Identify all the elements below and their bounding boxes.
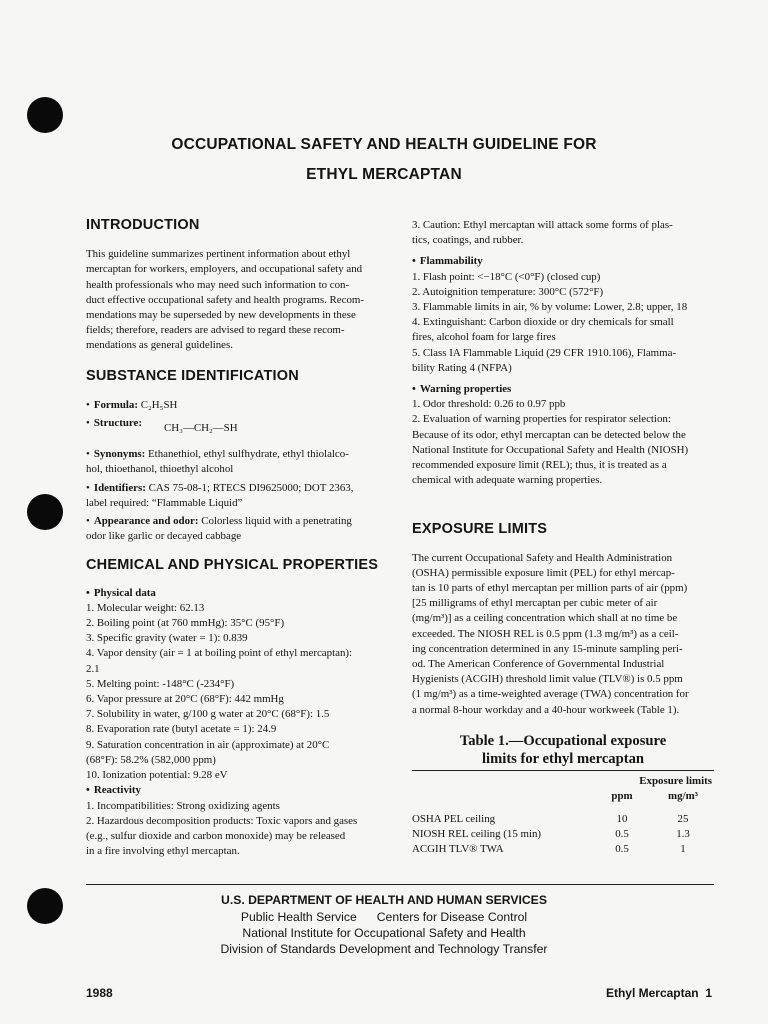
warning-line: Because of its odor, ethyl mercaptan can be detected below the bbox=[412, 428, 686, 441]
physical-data-line: 9. Saturation concentration in air (approximate) at 20°C bbox=[86, 738, 330, 751]
physical-data-line: 1. Molecular weight: 62.13 bbox=[86, 601, 205, 614]
text-line: Hygienists (ACGIH) threshold limit value (TLV®) is 0.5 ppm bbox=[412, 673, 683, 686]
publication-year: 1988 bbox=[86, 986, 113, 1000]
appearance-item bbox=[86, 514, 386, 529]
text-line: (OSHA) permissible exposure limit (PEL) for ethyl mercap- bbox=[412, 566, 675, 579]
ppm-value: 10 bbox=[616, 812, 628, 825]
text-line: (mg/m³)] as a ceiling concentration which shall at no time be bbox=[412, 612, 678, 625]
row-label: NIOSH REL ceiling (15 min) bbox=[412, 827, 542, 840]
running-title: Ethyl Mercaptan bbox=[605, 986, 699, 1000]
table-row bbox=[412, 804, 714, 812]
synonyms-text-cont: hol, thioethanol, thioethyl alcohol bbox=[86, 463, 234, 476]
table-title-line2: limits for ethyl mercaptan bbox=[482, 750, 644, 767]
document-title-line1: OCCUPATIONAL SAFETY AND HEALTH GUIDELINE FOR bbox=[171, 136, 597, 153]
identifiers-text-cont: label required: “Flammable Liquid” bbox=[86, 496, 243, 509]
synonyms-label: Synonyms: bbox=[93, 448, 146, 461]
right-column bbox=[412, 218, 714, 857]
table-row bbox=[412, 827, 714, 842]
text-line: [25 milligrams of ethyl mercaptan per cubic meter of air bbox=[412, 597, 658, 610]
appearance-text-cont: odor like garlic or decayed cabbage bbox=[86, 530, 242, 543]
identifiers-item bbox=[86, 481, 386, 496]
flammability-line: 5. Class IA Flammable Liquid (29 CFR 1910.106), Flamma- bbox=[412, 346, 677, 359]
formula-label: Formula: bbox=[93, 398, 138, 411]
identifiers-text: CAS 75-08-1; RTECS DI9625000; DOT 2363, bbox=[148, 481, 354, 494]
appearance-label: Appearance and odor: bbox=[93, 515, 199, 528]
physical-data-line: 7. Solubility in water, g/100 g water at 20°C (68°F): 1.5 bbox=[86, 708, 330, 721]
flammability-line: 2. Autoignition temperature: 300°C (572°F) bbox=[412, 285, 604, 298]
text-line: tan is 10 parts of ethyl mercaptan per million parts of air (ppm) bbox=[412, 582, 688, 595]
centers-for-disease-control: Centers for Disease Control bbox=[376, 910, 528, 924]
physical-data-line: 6. Vapor pressure at 20°C (68°F): 442 mmHg bbox=[86, 693, 284, 706]
synonyms-item bbox=[86, 447, 386, 462]
warning-line: recommended exposure limit (REL); thus, it is treated as a bbox=[412, 459, 667, 472]
exposure-limits-group-header: Exposure limits bbox=[639, 774, 712, 787]
mgm3-value: 1 bbox=[680, 842, 686, 855]
binder-hole-middle bbox=[27, 494, 63, 530]
warning-line: 1. Odor threshold: 0.26 to 0.97 ppb bbox=[412, 398, 566, 411]
physical-data-list bbox=[86, 586, 386, 860]
physical-data-label: • Physical data bbox=[86, 586, 386, 601]
reactivity-line: 2. Hazardous decomposition products: Toxic vapors and gases bbox=[86, 814, 358, 827]
text-line: This guideline summarizes pertinent information about ethyl bbox=[86, 248, 351, 261]
ppm-value: 0.5 bbox=[615, 842, 629, 855]
text-line: duct effective occupational safety and health programs. Recom- bbox=[86, 293, 365, 306]
flammability-line: fires, alcohol foam for large fires bbox=[412, 331, 556, 344]
physical-data-line: 10. Ionization potential: 9.28 eV bbox=[86, 769, 228, 782]
flammability-line: 1. Flash point: <−18°C (<0°F) (closed cup) bbox=[412, 270, 601, 283]
chemical-physical-properties-heading: CHEMICAL AND PHYSICAL PROPERTIES bbox=[86, 557, 379, 574]
table-row bbox=[412, 842, 714, 857]
substance-identification-list bbox=[86, 398, 386, 545]
synonyms-text: Ethanethiol, ethyl sulfhydrate, ethyl thiolalco- bbox=[148, 448, 349, 461]
niosh-line: National Institute for Occupational Safety and Health bbox=[242, 926, 526, 940]
text-line: (1 mg/m³) as a time-weighted average (TWA) concentration for bbox=[412, 688, 689, 701]
text-line: mercaptan for workers, employers, and occupational safety and bbox=[86, 263, 363, 276]
mgm3-value: 25 bbox=[677, 812, 689, 825]
text-line: od. The American Conference of Governmental Industrial bbox=[412, 658, 665, 671]
flammability-label: • Flammability bbox=[412, 254, 714, 269]
reactivity-label: • Reactivity bbox=[86, 783, 386, 798]
table-row bbox=[412, 812, 714, 827]
exposure-limits-text bbox=[412, 551, 714, 718]
formula-item bbox=[86, 398, 386, 413]
department-name: U.S. DEPARTMENT OF HEALTH AND HUMAN SERVICES bbox=[221, 893, 547, 907]
exposure-limits-table bbox=[412, 774, 714, 857]
mgm3-column-header: mg/m³ bbox=[668, 789, 698, 802]
structure-item bbox=[86, 416, 386, 435]
physical-data-line: 2.1 bbox=[86, 662, 100, 675]
mgm3-value: 1.3 bbox=[676, 827, 690, 840]
table-group-header-row bbox=[412, 774, 714, 789]
warning-line: National Institute for Occupational Safety and Health (NIOSH) bbox=[412, 443, 689, 456]
caution-line: 3. Caution: Ethyl mercaptan will attack some forms of plas- bbox=[412, 219, 673, 231]
flammability-line: 4. Extinguishant: Carbon dioxide or dry chemicals for small bbox=[412, 316, 674, 329]
reactivity-line: (e.g., sulfur dioxide and carbon monoxide) may be released bbox=[86, 829, 346, 842]
row-label: ACGIH TLV® TWA bbox=[412, 842, 504, 855]
exposure-limits-heading: EXPOSURE LIMITS bbox=[412, 521, 548, 538]
page-number: 1 bbox=[705, 986, 712, 1000]
document-title-line2: ETHYL MERCAPTAN bbox=[306, 166, 462, 183]
binder-hole-top bbox=[27, 97, 63, 133]
table-top-rule bbox=[412, 770, 714, 771]
text-line: mendations as general guidelines. bbox=[86, 339, 233, 352]
text-line: health professionals who may need such information to con- bbox=[86, 278, 350, 291]
identifiers-label: Identifiers: bbox=[93, 481, 146, 494]
introduction-text bbox=[86, 247, 386, 353]
table-title-line1: Table 1.—Occupational exposure bbox=[459, 732, 667, 749]
warning-properties-list bbox=[412, 382, 714, 488]
agency-line bbox=[0, 910, 768, 924]
text-line: exceeded. The NIOSH REL is 0.5 ppm (1.3 mg/m³) as a ceil- bbox=[412, 627, 679, 640]
physical-data-line: 2. Boiling point (at 760 mmHg): 35°C (95°F) bbox=[86, 617, 285, 630]
text-line: The current Occupational Safety and Health Administration bbox=[412, 551, 673, 564]
left-column bbox=[86, 218, 386, 859]
physical-data-line: 5. Melting point: -148°C (-234°F) bbox=[86, 677, 235, 690]
warning-properties-label: • Warning properties bbox=[412, 382, 714, 397]
physical-data-line: 8. Evaporation rate (butyl acetate = 1): 24.9 bbox=[86, 723, 277, 736]
public-health-service: Public Health Service bbox=[240, 910, 357, 924]
table-column-header-row bbox=[412, 789, 714, 804]
substance-identification-heading: SUBSTANCE IDENTIFICATION bbox=[86, 367, 299, 384]
formula-value: C₂H₅SH bbox=[140, 398, 178, 411]
flammability-list bbox=[412, 254, 714, 376]
row-label: OSHA PEL ceiling bbox=[412, 812, 496, 825]
text-line: fields; therefore, readers are advised to regard these recom- bbox=[86, 324, 345, 337]
ppm-value: 0.5 bbox=[615, 827, 629, 840]
flammability-line: bility Rating 4 (NFPA) bbox=[412, 361, 512, 374]
warning-line: 2. Evaluation of warning properties for respirator selection: bbox=[412, 413, 671, 426]
structure-label: Structure: bbox=[93, 417, 143, 430]
caution-line: tics, coatings, and rubber. bbox=[412, 234, 524, 247]
physical-data-line: 4. Vapor density (air = 1 at boiling point of ethyl mercaptan): bbox=[86, 647, 353, 660]
reactivity-line: 1. Incompatibilities: Strong oxidizing agents bbox=[86, 799, 280, 812]
warning-line: chemical with adequate warning properties. bbox=[412, 474, 603, 487]
structure-value: CH₃—CH₂—SH bbox=[164, 422, 238, 435]
ppm-column-header: ppm bbox=[611, 789, 633, 802]
reactivity-line: in a fire involving ethyl mercaptan. bbox=[86, 845, 240, 858]
text-line: ing concentration determined in any 15-minute sampling peri- bbox=[412, 642, 683, 655]
flammability-line: 3. Flammable limits in air, % by volume: Lower, 2.8; upper, 18 bbox=[412, 301, 688, 314]
physical-data-line: (68°F): 58.2% (582,000 ppm) bbox=[86, 753, 216, 766]
text-line: a normal 8-hour workday and a 40-hour workweek (Table 1). bbox=[412, 703, 680, 716]
text-line: mendations may be superseded by new developments in these bbox=[86, 309, 356, 322]
introduction-heading: INTRODUCTION bbox=[86, 217, 200, 233]
table-title bbox=[412, 732, 714, 768]
page-footer-label bbox=[606, 986, 712, 1000]
footer-rule bbox=[86, 884, 714, 885]
division-line: Division of Standards Development and Technology Transfer bbox=[220, 942, 548, 956]
physical-data-line: 3. Specific gravity (water = 1): 0.839 bbox=[86, 632, 248, 645]
appearance-text: Colorless liquid with a penetrating bbox=[201, 515, 352, 528]
